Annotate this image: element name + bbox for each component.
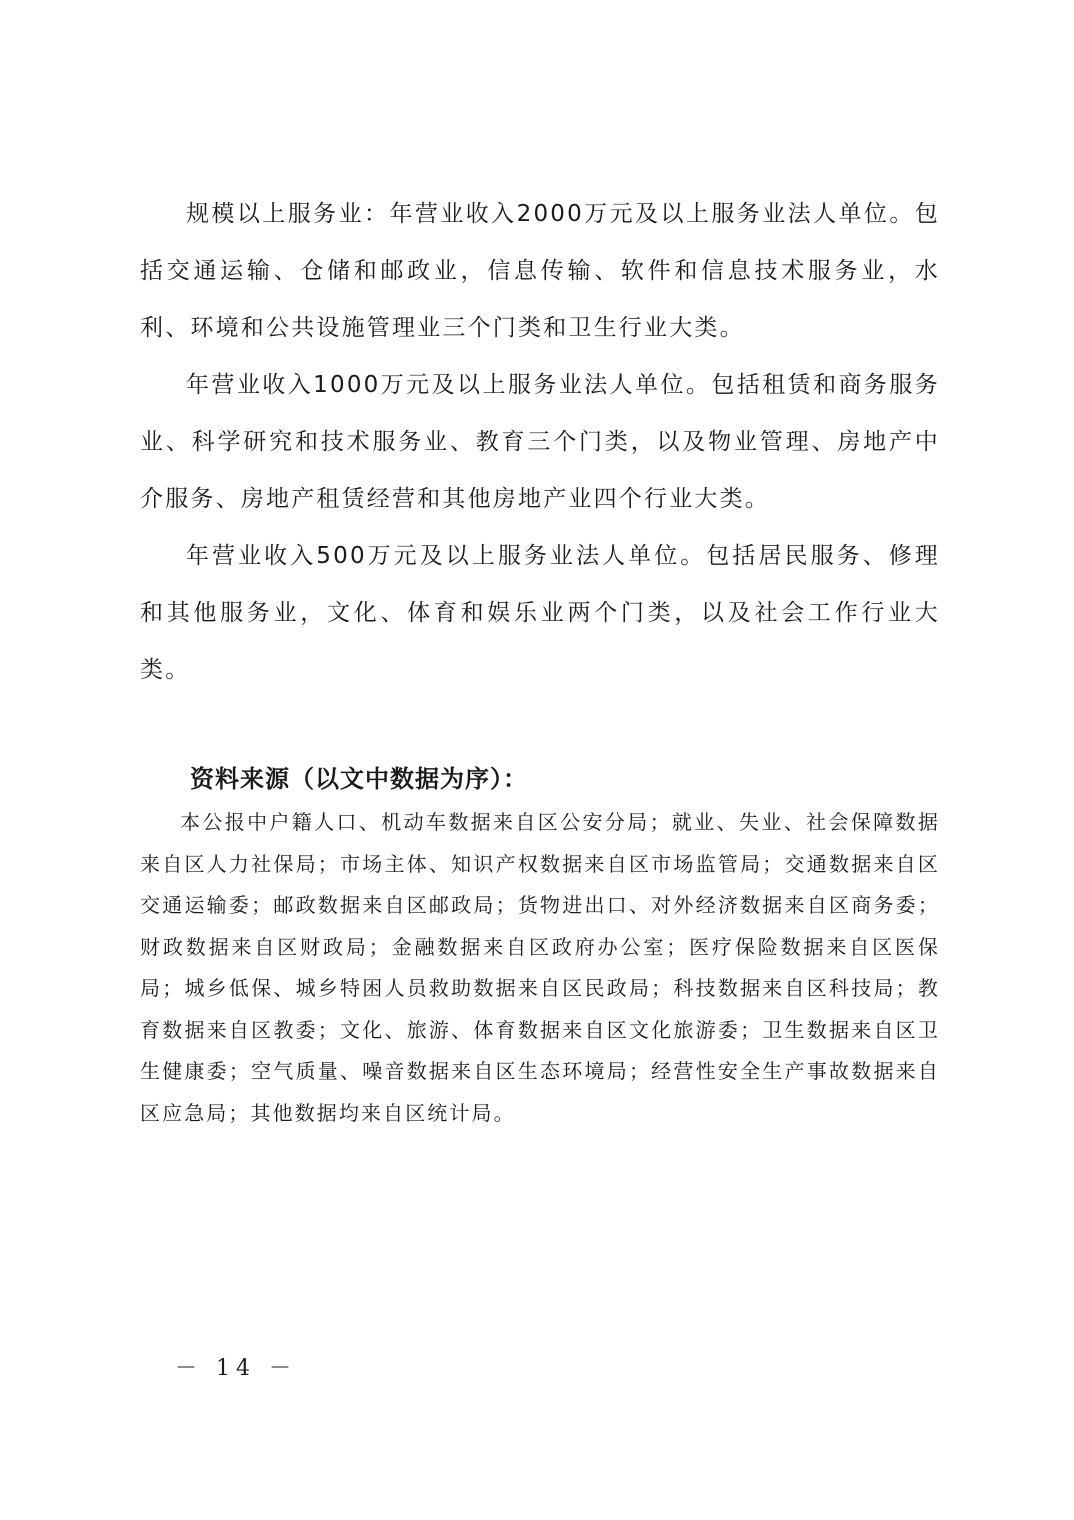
paragraph-services-2000: 规模以上服务业：年营业收入2000万元及以上服务业法人单位。包括交通运输、仓储和邮政业，信息传输、软件和信息技术服务业，水利、环境和公共设施管理业三个门类和卫生行业大类。 [140, 201, 940, 341]
page-number: － 14 － [175, 1356, 297, 1381]
paragraph-services-500: 年营业收入500万元及以上服务业法人单位。包括居民服务、修理和其他服务业，文化、体育和娱乐业两个门类，以及社会工作行业大类。 [140, 543, 940, 683]
data-sources-body: 本公报中户籍人口、机动车数据来自区公安分局；就业、失业、社会保障数据来自区人力社保局；市场主体、知识产权数据来自区市场监管局；交通数据来自区交通运输委；邮政数据来自区邮政局；货物进出口、对外经济数据来自区商务委；财政数据来自区财政局；金融数据来自区政府办公室；医疗保险数据来自区医保局；城乡低保、城乡特困人员救助数据来自区民政局；科技数据来自区科技局；教育数据来自区教委；文化、旅游、体育数据来自区文化旅游委；卫生数据来自区卫生健康委；空气质量、噪音数据来自区生态环境局；经营性安全生产事故数据来自区应急局；其他数据均来自区统计局。 [140, 810, 940, 1125]
data-sources-heading: 资料来源（以文中数据为序）： [190, 765, 528, 793]
paragraph-services-1000: 年营业收入1000万元及以上服务业法人单位。包括租赁和商务服务业、科学研究和技术服务业、教育三个门类，以及物业管理、房地产中介服务、房地产租赁经营和其他房地产业四个行业大类。 [140, 372, 940, 512]
data-sources-section [140, 756, 940, 1134]
main-text [140, 186, 940, 699]
